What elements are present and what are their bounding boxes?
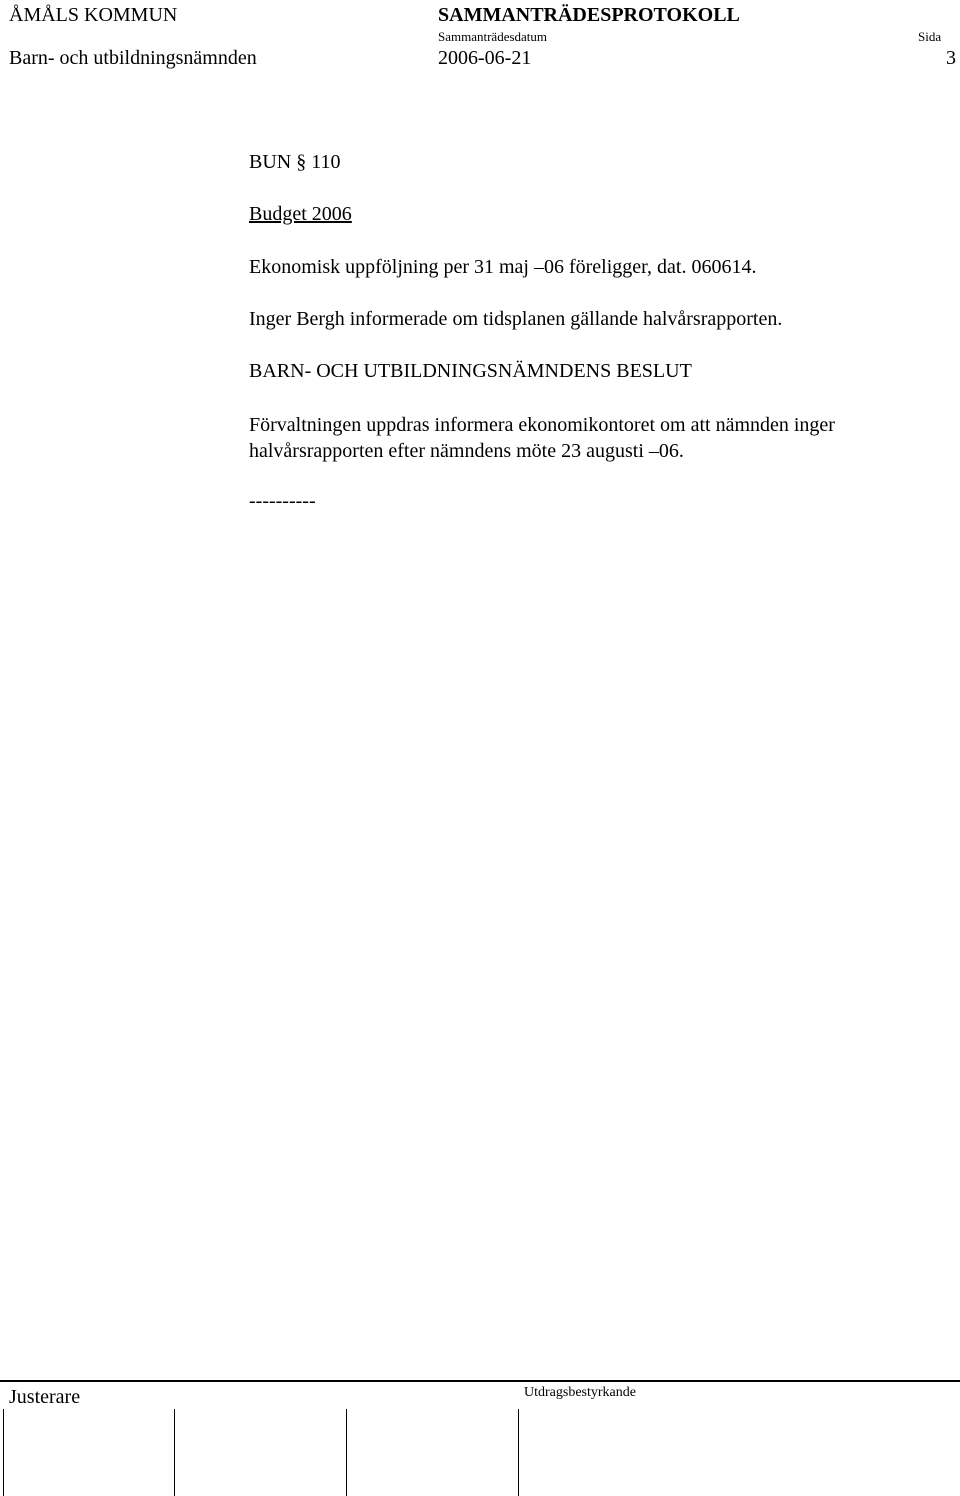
signature-box-divider	[3, 1409, 4, 1496]
body-paragraph: Ekonomisk uppföljning per 31 maj –06 föreligger, dat. 060614.	[249, 256, 757, 278]
signature-box-divider	[518, 1409, 519, 1496]
subject-heading: Budget 2006	[249, 203, 352, 225]
committee-name: Barn- och utbildningsnämnden	[9, 47, 257, 69]
page-label: Sida	[918, 29, 942, 44]
footer-rule	[0, 1380, 960, 1382]
page-number: 3	[946, 47, 956, 69]
paragraph-reference: BUN § 110	[249, 151, 341, 173]
adjuster-label: Justerare	[9, 1386, 81, 1408]
body-paragraph: Inger Bergh informerade om tidsplanen gällande halvårsrapporten.	[249, 308, 783, 330]
signature-box-divider	[174, 1409, 175, 1496]
decision-heading: BARN- OCH UTBILDNINGSNÄMNDENS BESLUT	[249, 360, 692, 382]
meeting-date: 2006-06-21	[438, 47, 532, 69]
decision-text: Förvaltningen uppdras informera ekonomikontoret om att nämnden inger halvårsrapporten efter nämndens möte 23 augusti –06.	[249, 414, 835, 462]
document-type: SAMMANTRÄDESPROTOKOLL	[438, 4, 740, 26]
section-separator: ----------	[249, 490, 316, 512]
signature-box-divider	[346, 1409, 347, 1496]
organization-name: ÅMÅLS KOMMUN	[9, 4, 178, 26]
meeting-date-label: Sammanträdesdatum	[438, 29, 548, 44]
extract-certification-label: Utdragsbestyrkande	[524, 1385, 636, 1400]
